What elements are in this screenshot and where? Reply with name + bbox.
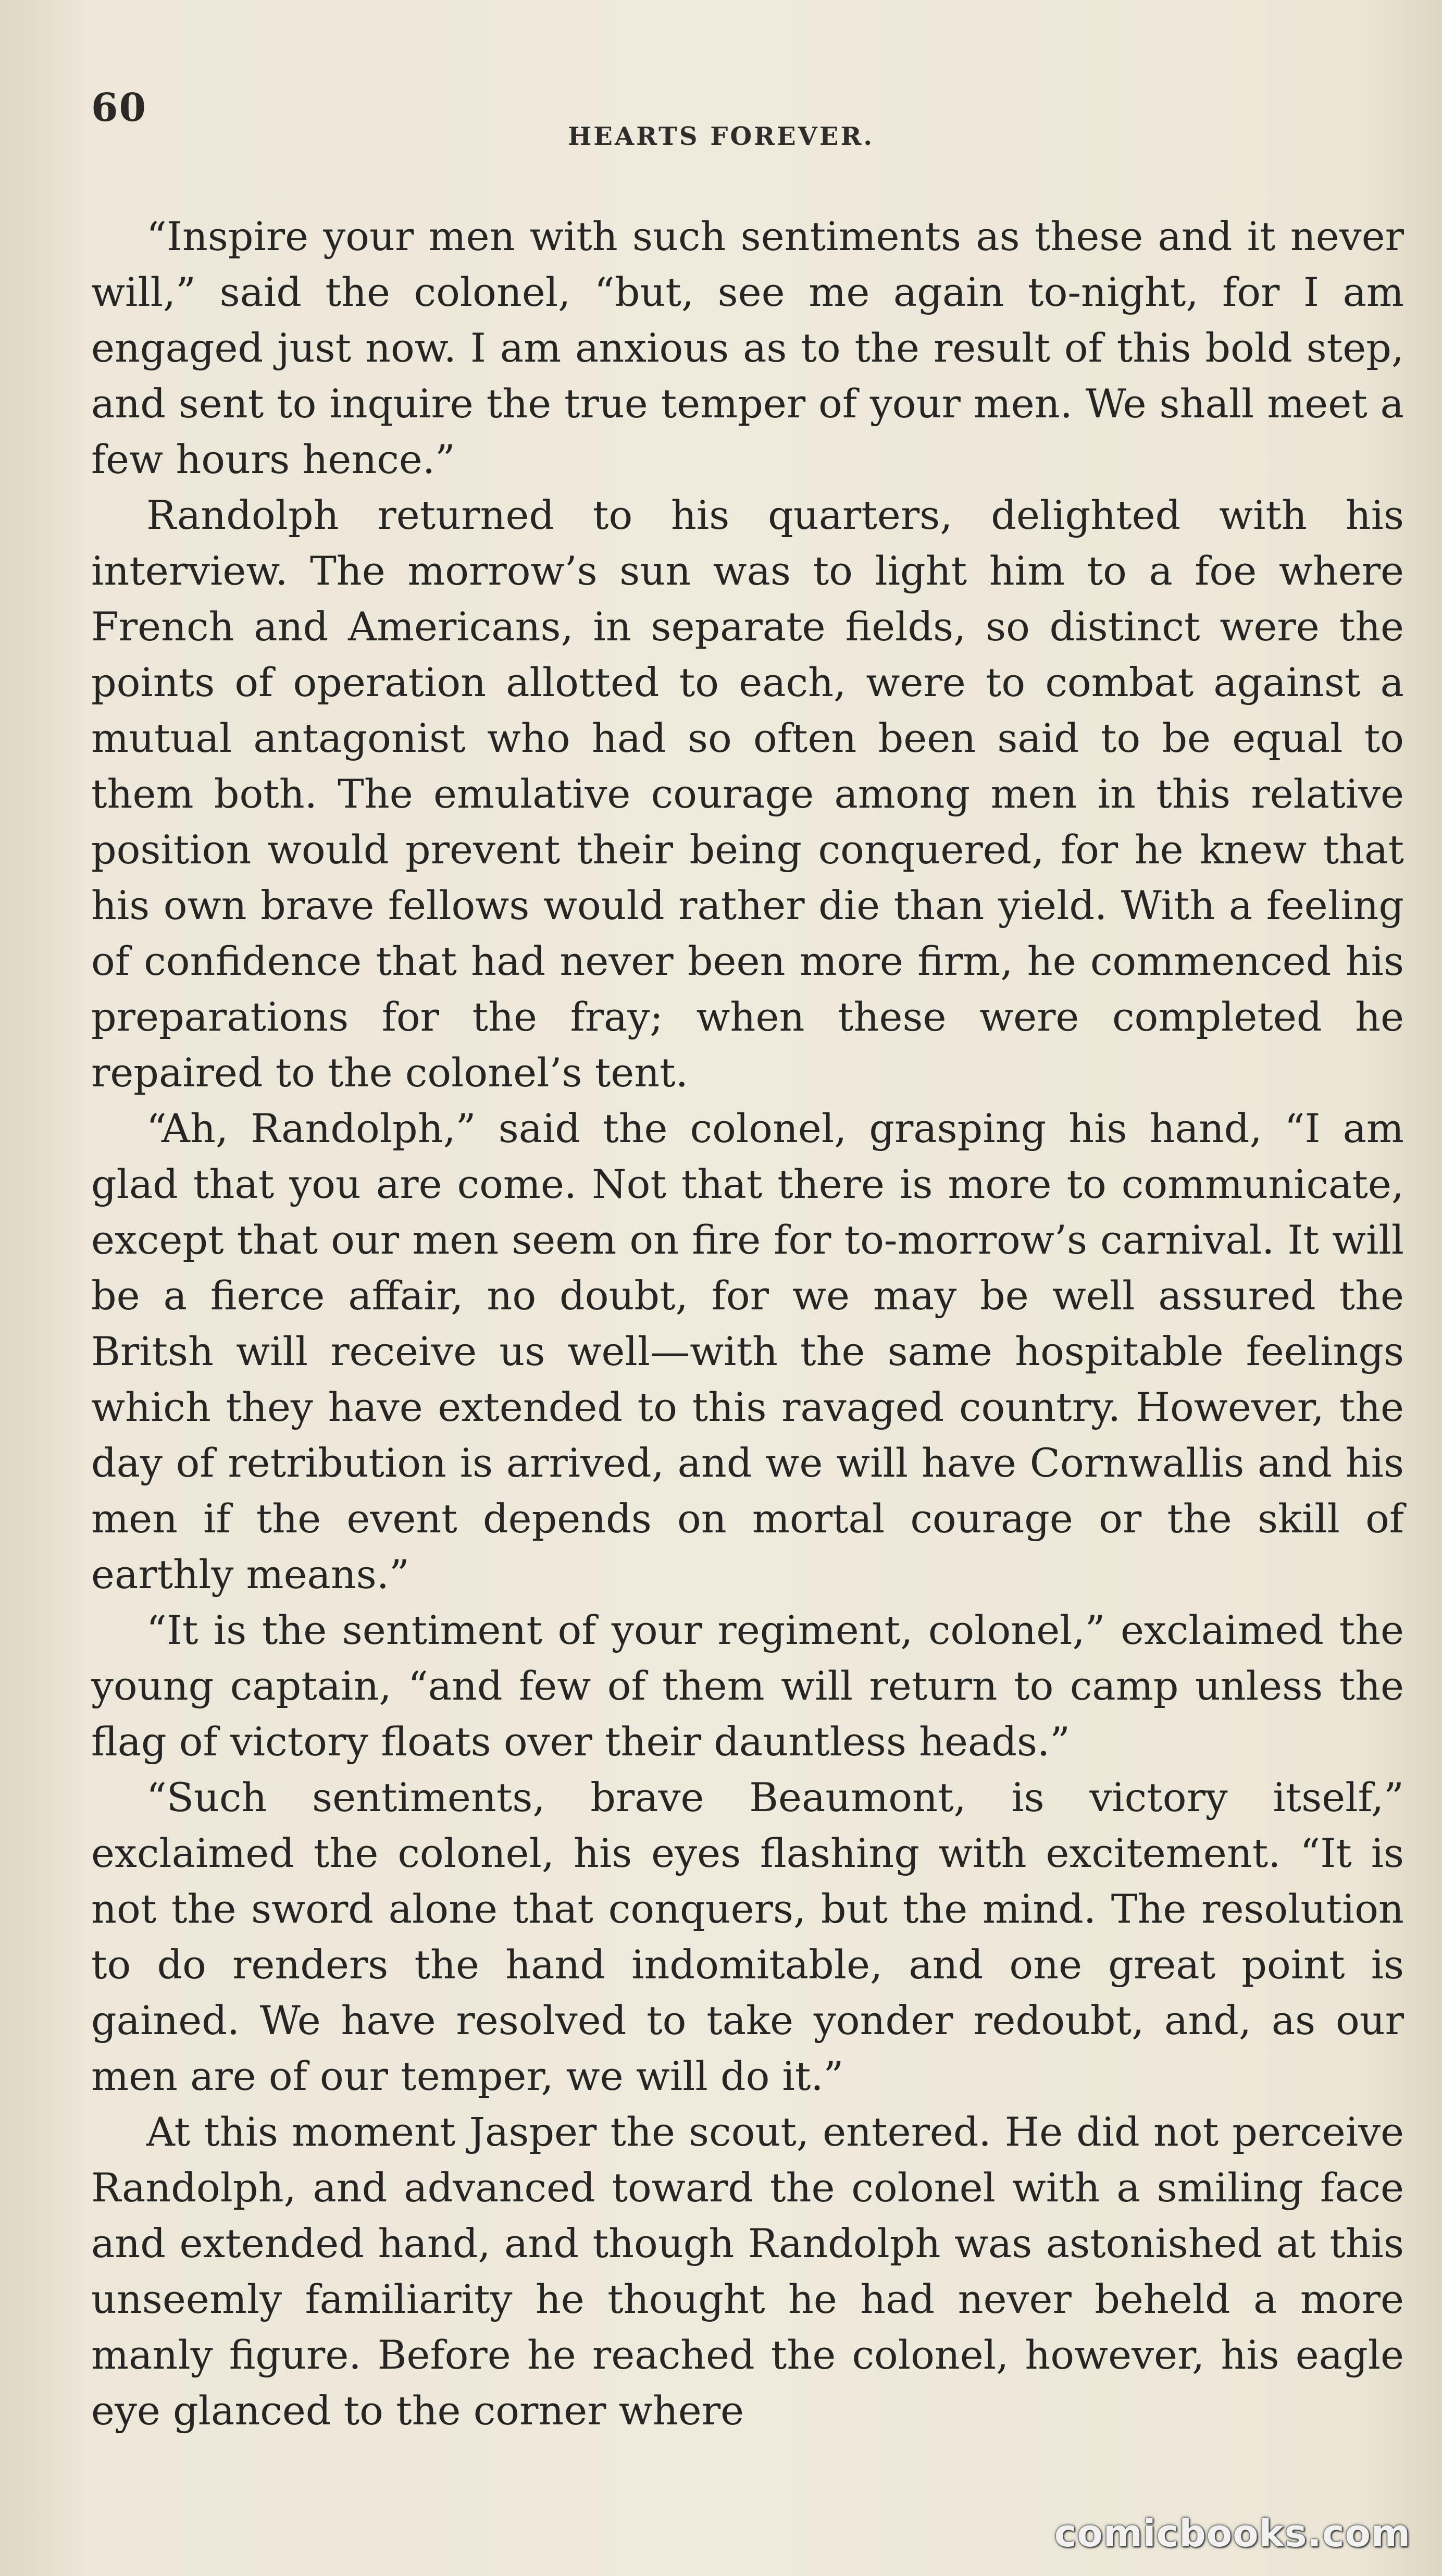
body-text	[91, 208, 1404, 2438]
page-number: 60	[91, 85, 147, 130]
running-title: HEARTS FOREVER.	[567, 122, 875, 151]
paragraph: “Ah, Randolph,” said the colonel, grasping his hand, “I am glad that you are come. Not that there is more to communicate, except that our men seem on fire for to-morrow’s carnival. It will be a fierce affair, no doubt, for we may be well assured the Britsh will receive us well—with the same hospitable feelings which they have extended to this ravaged country. However, the day of retribution is arrived, and we will have Cornwallis and his men if the event depends on mortal courage or the skill of earthly means.”	[91, 1105, 1404, 1597]
paragraph: “Inspire your men with such sentiments as these and it never will,” said the colonel, “but, see me again to-night, for I am engaged just now. I am anxious as to the result of this bold step, and sent to inquire the true temper of your men. We shall meet a few hours hence.”	[91, 213, 1404, 482]
paragraph: At this moment Jasper the scout, entered. He did not perceive Randolph, and advanced toward the colonel with a smiling face and extended hand, and though Randolph was astonished at this unseemly familiarity he thought he had never beheld a more manly figure. Before he reached the colonel, however, his eagle eye glanced to the corner where	[91, 2109, 1404, 2434]
paragraph: “Such sentiments, brave Beaumont, is victory itself,” exclaimed the colonel, his eyes flashing with excitement. “It is not the sword alone that conquers, but the mind. The resolution to do renders the hand indomitable, and one great point is gained. We have resolved to take yonder redoubt, and, as our men are of our temper, we will do it.”	[91, 1774, 1404, 2099]
paragraph: “It is the sentiment of your regiment, colonel,” exclaimed the young captain, “and few of them will return to camp unless the flag of victory floats over their dauntless heads.”	[91, 1607, 1404, 1765]
paragraph: Randolph returned to his quarters, delighted with his interview. The morrow’s sun was to light him to a foe where French and Americans, in separate fields, so distinct were the points of operation allotted to each, were to combat against a mutual antagonist who had so often been said to be equal to them both. The emulative courage among men in this relative position would prevent their being conquered, for he knew that his own brave fellows would rather die than yield. With a feeling of confidence that had never been more firm, he commenced his preparations for the fray; when these were completed he repaired to the colonel’s tent.	[91, 492, 1404, 1096]
watermark: comicbooks.com	[1054, 2511, 1411, 2555]
